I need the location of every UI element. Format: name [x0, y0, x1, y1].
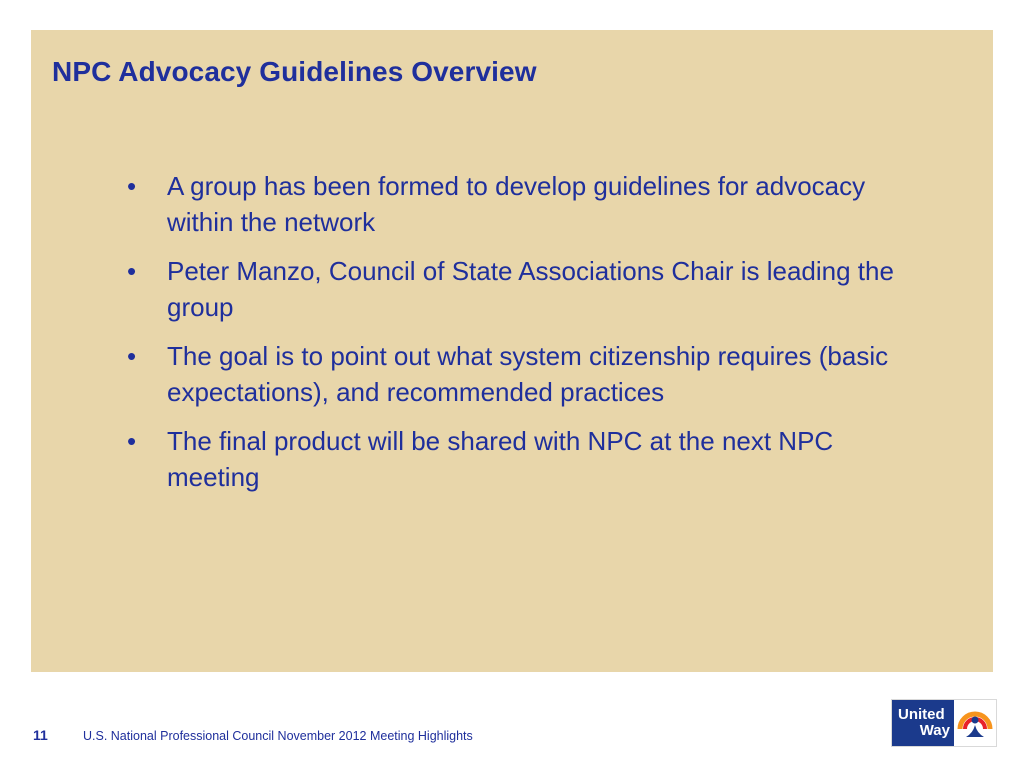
bullet-item — [127, 253, 907, 325]
bullet-text: A group has been formed to develop guidelines for advocacy within the network — [167, 171, 866, 237]
bullet-marker: • — [127, 341, 137, 371]
bullet-text: Peter Manzo, Council of State Associations Chair is leading the group — [167, 256, 894, 322]
bullet-marker: • — [127, 171, 137, 201]
bullet-text: The goal is to point out what system citizenship requires (basic expectations), and recommended practices — [167, 341, 889, 407]
bullet-item — [127, 338, 907, 410]
bullet-marker: • — [127, 256, 137, 286]
footer-caption: U.S. National Professional Council November 2012 Meeting Highlights — [83, 729, 473, 743]
bullet-list — [127, 168, 907, 508]
bullet-text: The final product will be shared with NPC at the next NPC meeting — [167, 426, 834, 492]
united-way-hand-rainbow-icon — [954, 700, 996, 746]
slide-title: NPC Advocacy Guidelines Overview — [52, 56, 537, 87]
united-way-logo — [891, 699, 997, 747]
logo-line-1: United — [898, 706, 945, 723]
bullet-marker: • — [127, 426, 137, 456]
page-number: 11 — [33, 727, 48, 743]
logo-line-2: Way — [919, 722, 950, 739]
bullet-item — [127, 168, 907, 240]
slide-content-panel — [31, 30, 993, 672]
bullet-item — [127, 423, 907, 495]
logo-wordmark — [892, 700, 954, 746]
